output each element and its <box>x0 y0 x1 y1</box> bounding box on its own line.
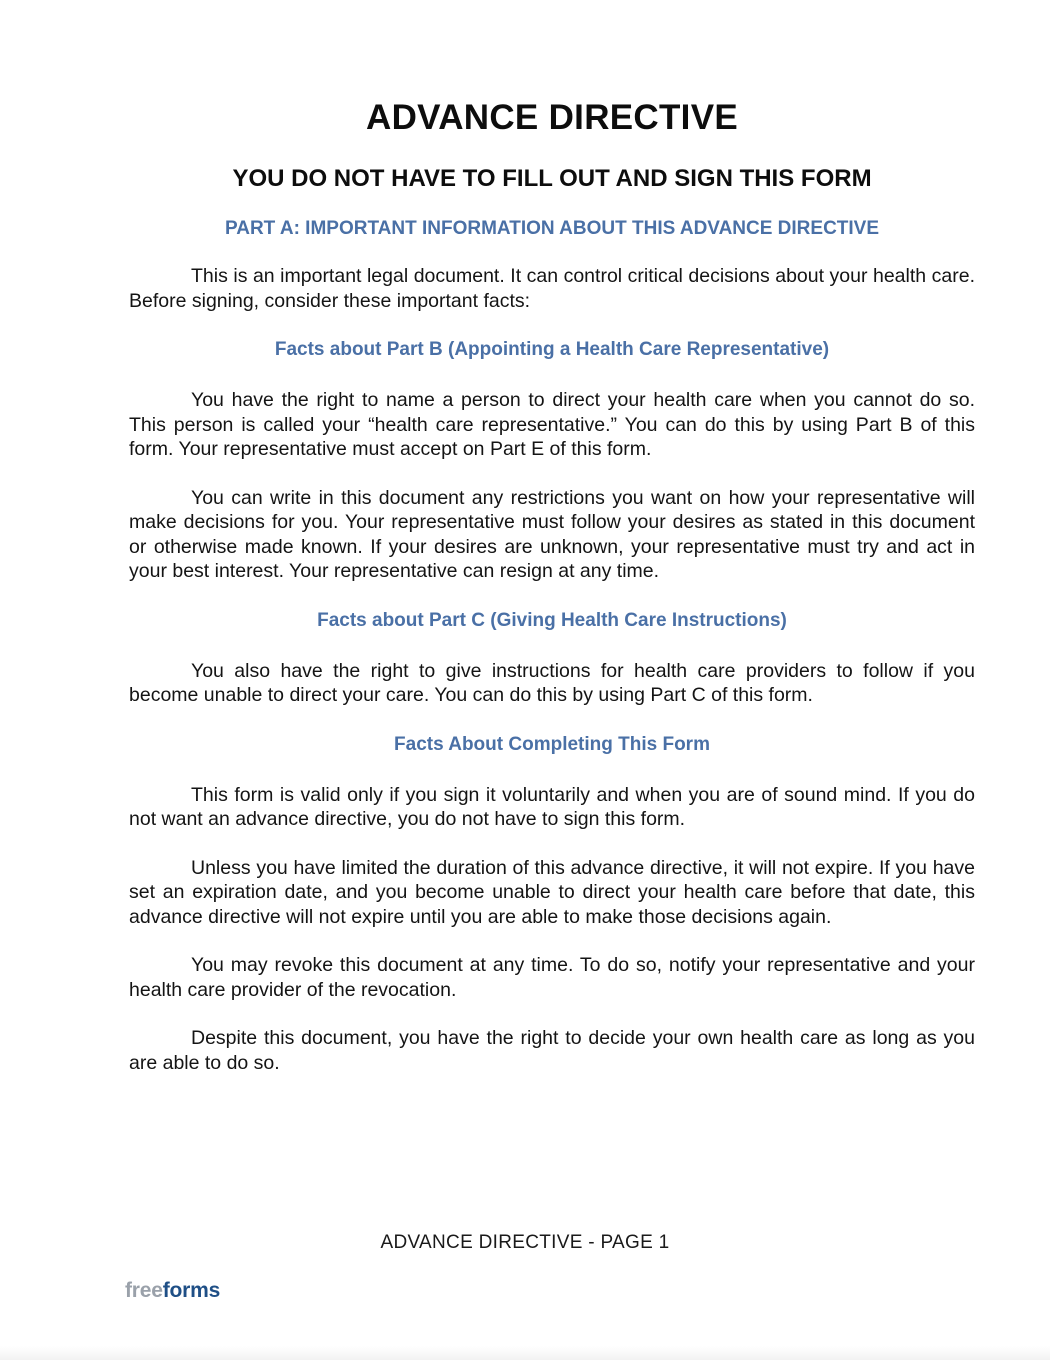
completing-paragraph-3: You may revoke this document at any time. To do so, notify your representative and your health care provider of the revocation. <box>129 954 975 1001</box>
part-b-paragraph-2: You can write in this document any restrictions you want on how your representative will make decisions for you. Your representative must follow your desires as stated in this document or otherwise made known. If your desires are unknown, your representative must try and act in your best interest. Your representative can resign at any time. <box>129 486 975 582</box>
part-a-heading: PART A: IMPORTANT INFORMATION ABOUT THIS ADVANCE DIRECTIVE <box>224 218 880 239</box>
freeforms-logo[interactable] <box>125 1279 220 1303</box>
section-heading-completing-form: Facts About Completing This Form <box>394 733 710 755</box>
logo-free-text: free <box>125 1279 163 1302</box>
document-body <box>129 98 975 1075</box>
completing-paragraph-4: Despite this document, you have the right to decide your own health care as long as you are able to do so. <box>129 1027 975 1074</box>
document-title: ADVANCE DIRECTIVE <box>366 98 738 137</box>
intro-paragraph: This is an important legal document. It can control critical decisions about your health care. Before signing, consider these important facts: <box>129 265 975 312</box>
completing-paragraph-1: This form is valid only if you sign it voluntarily and when you are of sound mind. If you do not want an advance directive, you do not have to sign this form. <box>129 783 975 830</box>
part-b-paragraph-1: You have the right to name a person to direct your health care when you cannot do so. This person is called your “health care representative.” You can do this by using Part B of this form. Your representative must accept on Part E of this form. <box>129 389 975 460</box>
part-c-paragraph-1: You also have the right to give instructions for health care providers to follow if you become unable to direct your care. You can do this by using Part C of this form. <box>129 659 975 706</box>
section-heading-part-b: Facts about Part B (Appointing a Health Care Representative) <box>274 339 830 360</box>
completing-paragraph-2: Unless you have limited the duration of this advance directive, it will not expire. If you have set an expiration date, and you become unable to direct your health care before that date, this advance directive will not expire until you are able to make those decisions again. <box>129 856 975 928</box>
section-heading-part-c: Facts about Part C (Giving Health Care Instructions) <box>317 609 787 631</box>
page-footer: ADVANCE DIRECTIVE - PAGE 1 <box>380 1232 670 1253</box>
logo-forms-text: forms <box>162 1279 221 1302</box>
document-subtitle: YOU DO NOT HAVE TO FILL OUT AND SIGN THIS FORM <box>232 165 872 192</box>
page-bottom-edge <box>0 1346 1050 1360</box>
